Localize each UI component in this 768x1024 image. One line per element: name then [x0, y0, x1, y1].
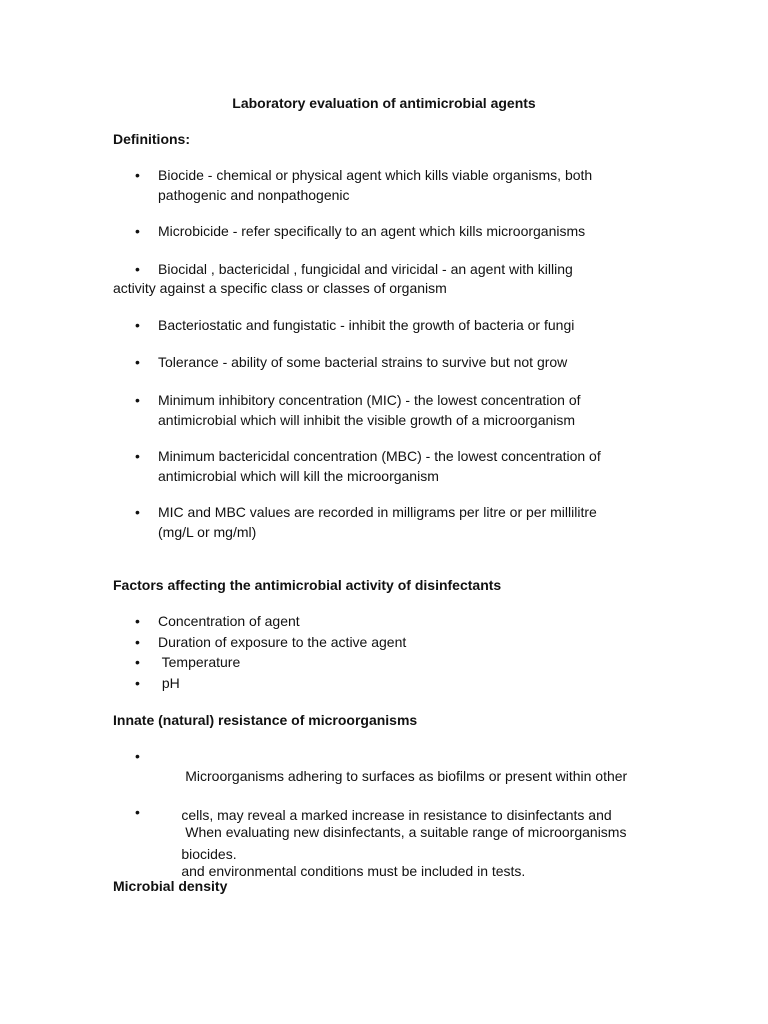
bullet-icon: • — [135, 654, 140, 670]
list-item-text: Minimum inhibitory concentration (MIC) - the lowest concentration of — [158, 392, 581, 408]
factors-heading: Factors affecting the antimicrobial activity of disinfectants — [113, 577, 502, 593]
bullet-icon: • — [135, 448, 140, 464]
list-item-text: pH — [158, 675, 180, 691]
list-item — [113, 260, 633, 298]
bullet-icon: • — [135, 634, 140, 650]
list-item-text: antimicrobial which will kill the microorganism — [158, 467, 439, 484]
list-item-text: Temperature — [158, 654, 241, 670]
list-item-text: Biocidal , bactericidal , fungicidal and viricidal - an agent with killing — [158, 261, 573, 277]
list-item-text: Tolerance - ability of some bacterial strains to survive but not grow — [158, 354, 568, 370]
bullet-icon: • — [135, 167, 140, 183]
list-item-text: cells, may reveal a marked increase in resistance to disinfectants and — [181, 806, 612, 823]
bullet-icon: • — [135, 223, 140, 239]
list-item-text: biocides. — [181, 845, 237, 862]
bullet-icon: • — [135, 613, 140, 629]
list-item-text: and environmental conditions must be included in tests. — [181, 862, 526, 879]
list-item-text: Duration of exposure to the active agent — [158, 634, 407, 650]
list-item-text: Bacteriostatic and fungistatic - inhibit the growth of bacteria or fungi — [158, 317, 575, 333]
list-item-text: Minimum bactericidal concentration (MBC) - the lowest concentration of — [158, 448, 601, 464]
bullet-icon: • — [135, 748, 140, 764]
bullet-icon: • — [135, 675, 140, 691]
list-item-text: activity against a specific class or classes of organism — [113, 280, 447, 296]
list-item-text: (mg/L or mg/ml) — [158, 523, 257, 540]
bullet-icon: • — [135, 804, 140, 820]
list-item-text: Microorganisms adhering to surfaces as biofilms or present within other — [181, 767, 628, 784]
document-title: Laboratory evaluation of antimicrobial agents — [232, 95, 536, 111]
bullet-icon: • — [135, 261, 140, 277]
definitions-heading: Definitions: — [113, 131, 190, 147]
list-item-text: Biocide - chemical or physical agent which kills viable organisms, both — [158, 167, 593, 183]
list-item-text: MIC and MBC values are recorded in milligrams per litre or per millilitre — [158, 504, 597, 520]
density-heading: Microbial density — [113, 878, 228, 894]
bullet-icon: • — [135, 354, 140, 370]
list-item-text: Microbicide - refer specifically to an agent which kills microorganisms — [158, 223, 586, 239]
innate-heading: Innate (natural) resistance of microorganisms — [113, 712, 418, 728]
bullet-icon: • — [135, 392, 140, 408]
list-item-text: Concentration of agent — [158, 613, 300, 629]
bullet-icon: • — [135, 317, 140, 333]
list-item-text: antimicrobial which will inhibit the visible growth of a microorganism — [158, 411, 576, 428]
list-item-text: pathogenic and nonpathogenic — [158, 186, 350, 203]
list-item-text: When evaluating new disinfectants, a suitable range of microorganisms — [181, 823, 627, 840]
bullet-icon: • — [135, 504, 140, 520]
